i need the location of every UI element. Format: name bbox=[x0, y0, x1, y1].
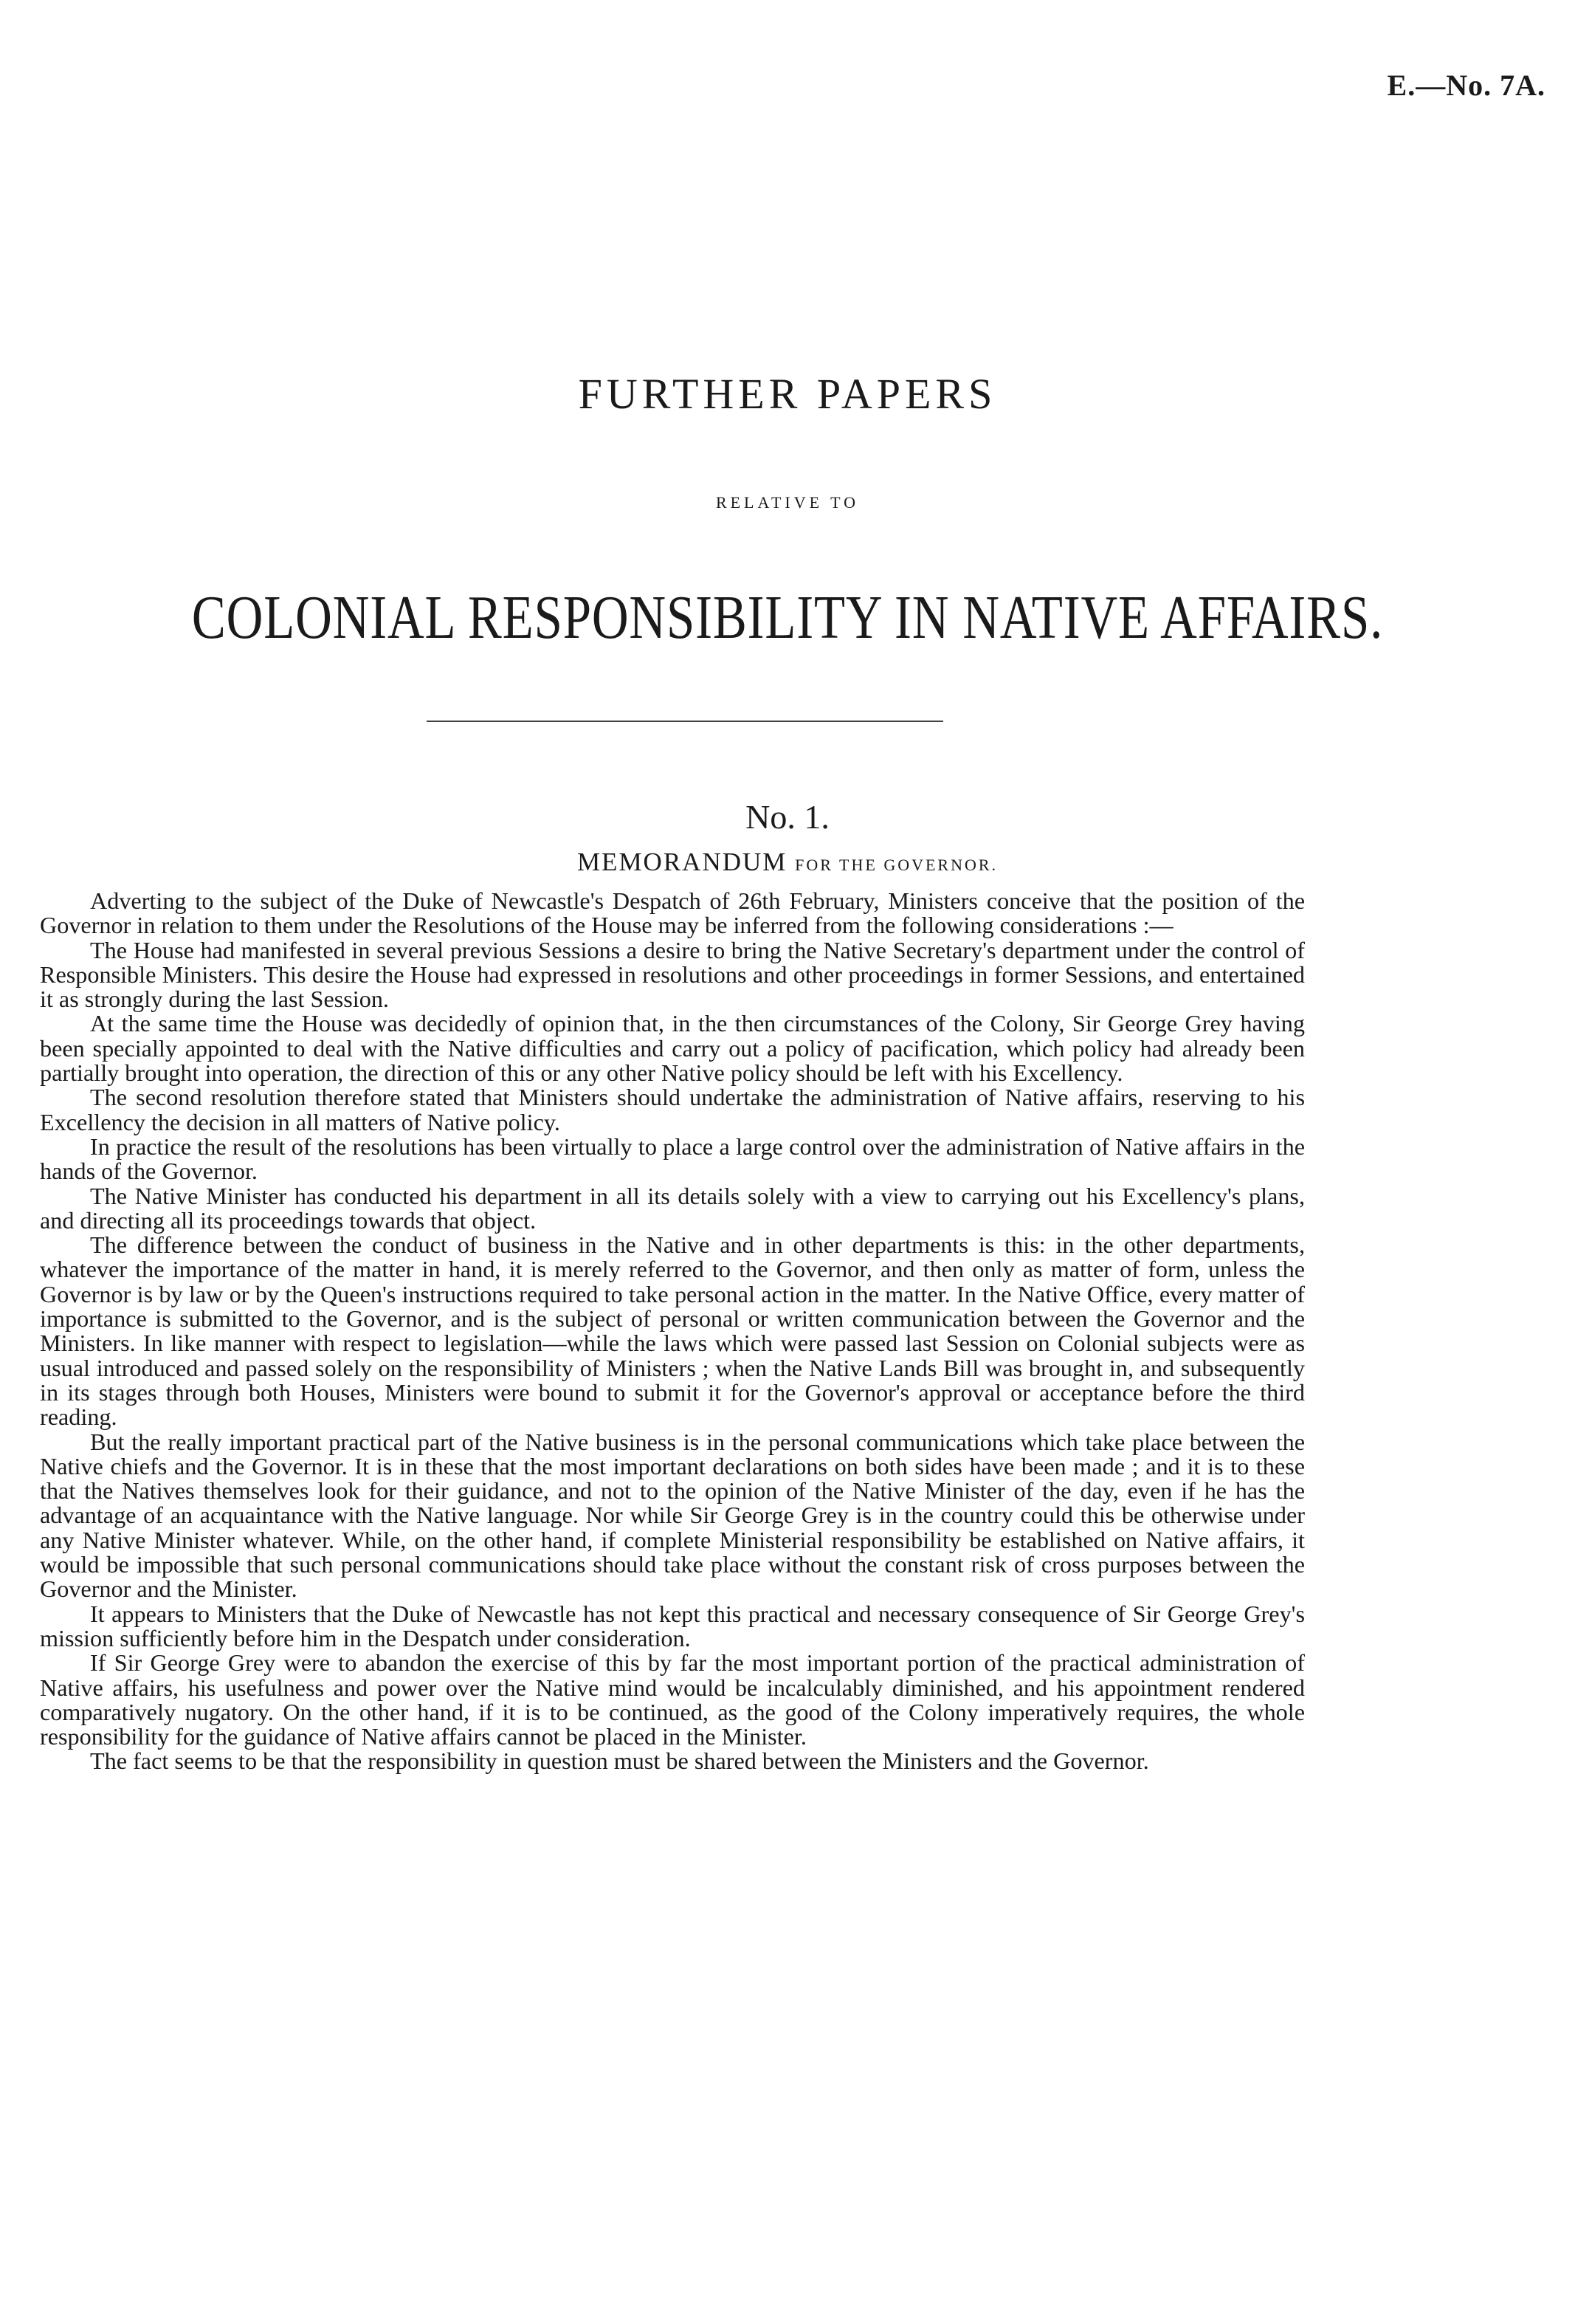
title-further-papers: FURTHER PAPERS bbox=[578, 370, 997, 418]
title-divider bbox=[427, 721, 943, 722]
paragraph: The second resolution therefore stated that Ministers should undertake the administration of Native affairs, reserving to his Excellency the decision in all matters of Native policy. bbox=[40, 1084, 1305, 1135]
paragraph: The Native Minister has conducted his department in all its details solely with a view to carrying out his Excellency's plans, and directing all its proceedings towards that object. bbox=[40, 1182, 1305, 1234]
paragraph: It appears to Ministers that the Duke of Newcastle has not kept this practical and necessary consequence of Sir George Grey's mission sufficiently before him in the Despatch under consideration. bbox=[40, 1600, 1305, 1651]
memorandum-body bbox=[40, 889, 1305, 1774]
page-reference: E.—No. 7A. bbox=[1387, 69, 1545, 102]
title-relative-to: RELATIVE TO bbox=[715, 493, 860, 512]
paragraph: The difference between the conduct of business in the Native and in other departments is this: in the other departments, whatever the importance of the matter in hand, it is merely referred to the Governor, and then only as matter of form, unless the Governor is by law or by the Queen's instructions required to take personal action in the matter. In the Native Office, every matter of importance is submitted to the Governor, and is the subject of personal or written communication between the Governor and the Ministers. In like manner with respect to legislation—while the laws which were passed last Session on Colonial subjects were as usual introduced and passed solely on the responsibility of Ministers ; when the Native Lands Bill was brought in, and subsequently in its stages through both Houses, Ministers were bound to submit it for the Governor's approval or acceptance before the third reading. bbox=[40, 1231, 1305, 1431]
memorandum-heading bbox=[0, 848, 1575, 877]
memorandum-recipient: FOR THE GOVERNOR. bbox=[795, 856, 999, 874]
paragraph: The fact seems to be that the responsibility in question must be shared between the Ministers and the Governor. bbox=[90, 1747, 1149, 1775]
paragraph: At the same time the House was decidedly of opinion that, in the then circumstances of the Colony, Sir George Grey having been specially appointed to deal with the Native difficulties and carry out a policy of pacification, which policy had already been partially brought into operation, the direction of this or any other Native policy should be left with his Excellency. bbox=[40, 1010, 1305, 1087]
paragraph: But the really important practical part of the Native business is in the personal communications which take place between the Native chiefs and the Governor. It is in these that the most important declarations on both sides have been made ; and it is to these that the Natives themselves look for their guidance, and not to the opinion of the Native Minister of the day, even if he has the advantage of an acquaintance with the Native language. Nor while Sir George Grey is in the country could this be otherwise under any Native Minister whatever. While, on the other hand, if complete Ministerial responsibility be established on Native affairs, it would be impossible that such personal communications should take place without the constant risk of cross purposes between the Governor and the Minister. bbox=[40, 1428, 1305, 1603]
paragraph: In practice the result of the resolutions has been virtually to place a large control over the administration of Native affairs in the hands of the Governor. bbox=[40, 1132, 1305, 1185]
title-main: COLONIAL RESPONSIBILITY IN NATIVE AFFAIRS. bbox=[191, 583, 1384, 652]
paragraph: If Sir George Grey were to abandon the exercise of this by far the most important portion of the practical administration of Native affairs, his usefulness and power over the Native mind would be incalculably diminished, and his appointment rendered comparatively nugatory. On the other hand, if it is to be continued, as the good of the Colony imperatively requires, the whole responsibility for the guidance of Native affairs cannot be placed in the Minister. bbox=[40, 1649, 1305, 1750]
memorandum-label: MEMORANDUM bbox=[576, 848, 788, 876]
document-number: No. 1. bbox=[745, 798, 830, 836]
paragraph: The House had manifested in several previous Sessions a desire to bring the Native Secretary's department under the control of Responsible Ministers. This desire the House had expressed in resolutions and other proceedings in former Sessions, and entertained it as strongly during the last Session. bbox=[40, 936, 1305, 1013]
paragraph: Adverting to the subject of the Duke of Newcastle's Despatch of 26th February, Ministers conceive that the position of the Governor in relation to them under the Resolutions of the House may be inferred from the following considerations :— bbox=[40, 887, 1305, 939]
